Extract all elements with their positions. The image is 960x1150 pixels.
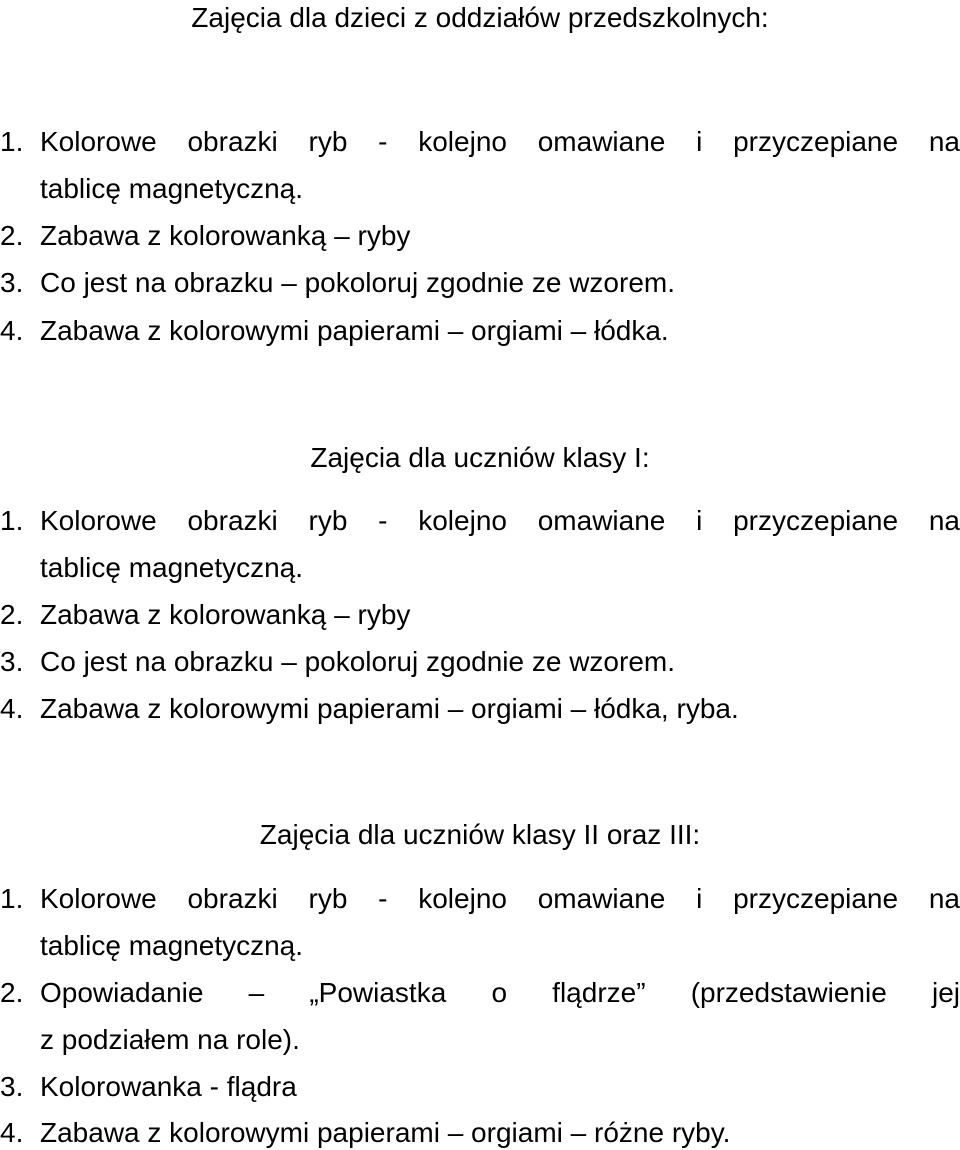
section-heading-class-2-3: Zajęcia dla uczniów klasy II oraz III: [259, 819, 701, 850]
item-text: Zabawa z kolorowanką – ryby [40, 599, 411, 630]
item-number: 4. [0, 1117, 24, 1148]
word: omawiane [537, 883, 666, 914]
word: i [696, 126, 703, 157]
item-text-justified [40, 125, 960, 159]
word: ryb [308, 126, 348, 157]
item-number: 1. [0, 505, 24, 536]
list-item-2 [0, 598, 960, 632]
item-text: tablicę magnetyczną. [40, 930, 304, 961]
word: kolejno [418, 126, 507, 157]
item-text-justified [40, 504, 960, 538]
word: - [378, 126, 388, 157]
word: kolejno [418, 883, 507, 914]
word: przyczepiane [733, 505, 899, 536]
list-item-1-continuation [0, 551, 960, 585]
item-text: Zabawa z kolorowymi papierami – orgiami – różne ryby. [40, 1117, 731, 1148]
word: - [378, 505, 388, 536]
item-number: 2. [0, 599, 24, 630]
word: obrazki [187, 883, 278, 914]
list-item-1 [0, 125, 960, 159]
word: (przedstawienie [690, 977, 887, 1008]
item-number: 1. [0, 883, 24, 914]
item-number: 3. [0, 267, 24, 298]
list-item-2 [0, 219, 960, 253]
list-item-3 [0, 645, 960, 679]
item-text: tablicę magnetyczną. [40, 173, 304, 204]
item-text: Zabawa z kolorowymi papierami – orgiami – łódka, ryba. [40, 693, 739, 724]
list-item-2-continuation [0, 1023, 960, 1057]
word: Kolorowe [40, 505, 157, 536]
word: przyczepiane [733, 126, 899, 157]
item-number: 4. [0, 315, 24, 346]
word: i [696, 883, 703, 914]
word: Kolorowe [40, 126, 157, 157]
item-number: 2. [0, 220, 24, 251]
list-item-3 [0, 1070, 960, 1104]
word: „Powiastka [309, 977, 447, 1008]
list-item-1-continuation [0, 172, 960, 206]
item-text: z podziałem na role). [40, 1024, 300, 1055]
section-heading-preschool: Zajęcia dla dzieci z oddziałów przedszkolnych: [191, 2, 769, 33]
word: - [378, 883, 388, 914]
word: obrazki [187, 126, 278, 157]
item-number: 4. [0, 693, 24, 724]
item-text: Co jest na obrazku – pokoloruj zgodnie ze wzorem. [40, 267, 676, 298]
word: na [928, 883, 960, 914]
word: omawiane [537, 126, 666, 157]
item-text-justified [40, 882, 960, 916]
word: ryb [308, 505, 348, 536]
list-item-2 [0, 976, 960, 1010]
list-item-1-continuation [0, 929, 960, 963]
list-item-4 [0, 314, 960, 348]
item-number: 3. [0, 1071, 24, 1102]
item-number: 3. [0, 646, 24, 677]
item-text: tablicę magnetyczną. [40, 552, 304, 583]
word: na [928, 505, 960, 536]
list-item-4 [0, 1116, 960, 1150]
item-text: Zabawa z kolorowymi papierami – orgiami – łódka. [40, 315, 669, 346]
word: o [491, 977, 508, 1008]
item-number: 2. [0, 977, 24, 1008]
item-text: Zabawa z kolorowanką – ryby [40, 220, 411, 251]
word: przyczepiane [733, 883, 899, 914]
word: obrazki [187, 505, 278, 536]
item-number: 1. [0, 126, 24, 157]
list-item-1 [0, 504, 960, 538]
word: flądrze” [552, 977, 646, 1008]
word: – [248, 977, 265, 1008]
word: omawiane [537, 505, 666, 536]
word: na [928, 126, 960, 157]
word: Kolorowe [40, 883, 157, 914]
word: Opowiadanie [40, 977, 204, 1008]
word: i [696, 505, 703, 536]
word: jej [931, 977, 960, 1008]
list-item-1 [0, 882, 960, 916]
list-item-3 [0, 266, 960, 300]
item-text-justified [40, 976, 960, 1010]
list-item-4 [0, 692, 960, 726]
word: ryb [308, 883, 348, 914]
item-text: Co jest na obrazku – pokoloruj zgodnie ze wzorem. [40, 646, 676, 677]
word: kolejno [418, 505, 507, 536]
section-heading-class-1: Zajęcia dla uczniów klasy I: [310, 442, 650, 473]
item-text: Kolorowanka - flądra [40, 1071, 297, 1102]
